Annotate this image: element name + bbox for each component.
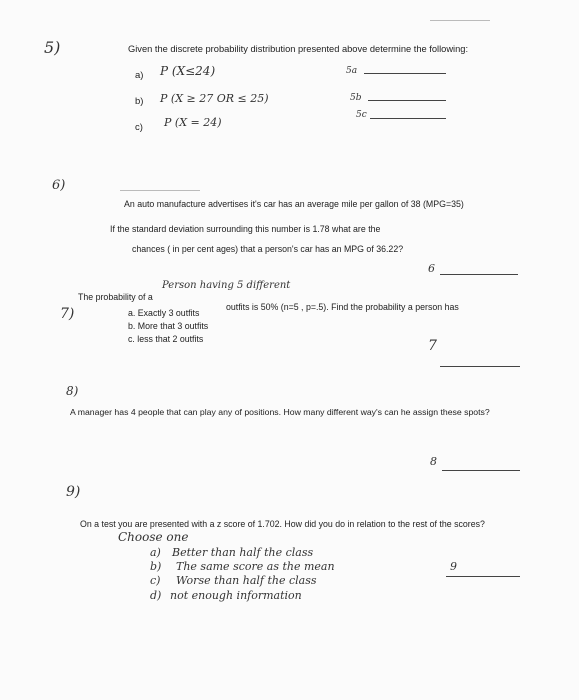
question-5a-expression: P (X≤24) <box>160 64 216 78</box>
question-5-prompt: Given the discrete probability distribution presented above determine the following: <box>128 44 469 54</box>
question-6-line-3: chances ( in per cent ages) that a person's car has an MPG of 36.22? <box>132 244 404 254</box>
question-9-number: 9) <box>66 484 81 500</box>
option-b-letter: b) <box>150 560 162 573</box>
question-6-line-1: An auto manufacture advertises it's car has an average mile per gallon of 38 (MPG=35) <box>124 199 464 209</box>
answer-5a-label: 5a <box>346 66 358 76</box>
answer-5a-line[interactable] <box>364 73 446 74</box>
question-5a-letter: a) <box>135 70 144 81</box>
question-8-prompt: A manager has 4 people that can play any of positions. How many different way's can he assign these spots? <box>70 407 490 417</box>
question-5c-expression: P (X = 24) <box>164 116 222 129</box>
answer-5b-line[interactable] <box>368 100 446 101</box>
question-6-faint-rule <box>120 190 200 191</box>
question-9-instruction: Choose one <box>118 530 189 544</box>
answer-6-line[interactable] <box>440 274 518 275</box>
question-7-handwritten-insert: Person having 5 different <box>162 280 291 291</box>
question-7-number: 7) <box>60 306 75 322</box>
question-7-item-c: c. less that 2 outfits <box>128 334 204 344</box>
option-c-text: Worse than half the class <box>176 574 317 587</box>
option-d-text: not enough information <box>170 589 302 602</box>
option-a-text: Better than half the class <box>172 546 314 559</box>
answer-8-label: 8 <box>430 455 437 468</box>
question-8-number: 8) <box>66 384 79 398</box>
question-5b-letter: b) <box>135 96 144 107</box>
answer-6-label: 6 <box>428 262 435 275</box>
answer-5b-label: 5b <box>350 93 362 103</box>
answer-7-label: 7 <box>428 338 437 354</box>
answer-8-line[interactable] <box>442 470 520 471</box>
top-rule <box>430 20 490 21</box>
question-5-number: 5) <box>44 38 61 57</box>
answer-9-line[interactable] <box>446 576 520 577</box>
question-7-item-b: b. More that 3 outfits <box>128 321 209 331</box>
question-7-line-1-start: The probability of a <box>78 292 153 302</box>
answer-5c-label: 5c <box>356 110 367 120</box>
option-c-letter: c) <box>150 574 161 587</box>
question-6-line-2: If the standard deviation surrounding this number is 1.78 what are the <box>110 224 381 234</box>
answer-5c-line[interactable] <box>370 118 446 119</box>
answer-7-line[interactable] <box>440 366 520 367</box>
question-7-item-a: a. Exactly 3 outfits <box>128 308 200 318</box>
question-5c-letter: c) <box>135 122 143 133</box>
option-a-letter: a) <box>150 546 161 559</box>
question-5b-expression: P (X ≥ 27 OR ≤ 25) <box>160 92 269 105</box>
question-7-line-1-end: outfits is 50% (n=5 , p=.5). Find the probability a person has <box>226 302 459 312</box>
option-d-letter: d) <box>150 589 162 602</box>
option-b-text: The same score as the mean <box>176 560 335 573</box>
question-9-prompt: On a test you are presented with a z score of 1.702. How did you do in relation to the rest of the scores? <box>80 519 485 529</box>
answer-9-label: 9 <box>450 560 457 573</box>
question-6-number: 6) <box>52 178 66 193</box>
